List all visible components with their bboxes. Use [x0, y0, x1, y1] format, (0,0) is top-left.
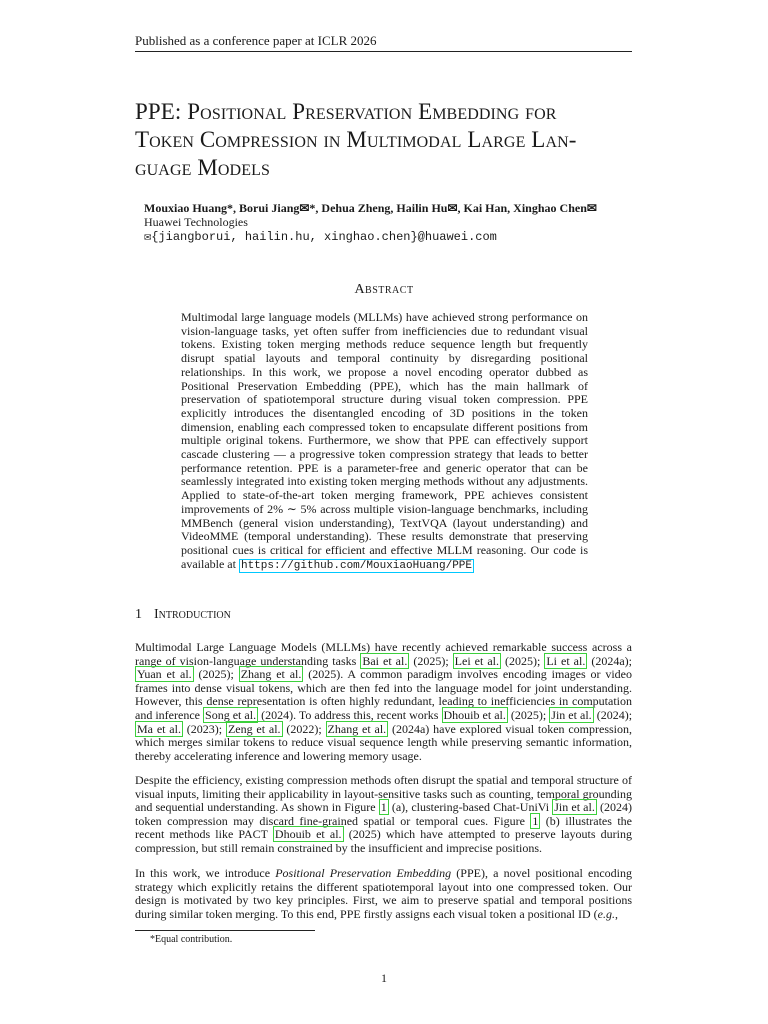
text-run: (2024a);	[587, 653, 633, 668]
text-run: In this work, we introduce	[135, 866, 276, 880]
text-run: (2025);	[193, 667, 239, 682]
emphasis-text: e.g.	[597, 906, 615, 921]
section-heading	[135, 607, 231, 623]
abstract-text: Multimodal large language models (MLLMs) have achieved strong performance on vision-language tasks, yet often suffer from inefficiencies due to redundant visual tokens. Existing token merging methods reduce sequence length but frequently disrupt spatial layouts and temporal continuity by disregarding positional relationships. In this work, we propose a novel encoding operator dubbed as Positional Preservation Embedding (PPE), which has the main hallmark of preservation of spatiotemporal structure during visual token compression. PPE explicitly introduces the disentangled encoding of 3D positions in the token dimension, enabling each compressed token to encapsulate different positions from multiple original tokens. Furthermore, we show that PPE can effectively support cascade clustering — a progressive token compression strategy that leads to better performance retention. PPE is a parameter-free and generic operator that can be seamlessly integrated into existing token merging methods without any adjustments. Applied to state-of-the-art token merging framework, PPE achieves consistent improvements of 2% ∼ 5% across multiple vision-language benchmarks, including MMBench (general vision understanding), TextVQA (layout understanding) and VideoMME (temporal understanding). These results demonstrate that preserving positional cues is critical for efficient and effective MLLM reasoning. Our code is available at	[181, 310, 588, 571]
text-run: (a), clustering-based Chat-UniVi	[388, 800, 553, 815]
citation-link[interactable]: Yuan et al.	[137, 667, 192, 682]
title-line: PPE: Positional Preservation Embedding for	[135, 99, 557, 124]
figure-ref-link[interactable]: 1	[532, 813, 539, 828]
citation-link[interactable]: Zhang et al.	[240, 667, 302, 682]
citation-link[interactable]: Dhouib et al.	[274, 827, 342, 842]
title-line: guage Models	[135, 155, 270, 180]
emphasis-text: Positional Preservation Embedding	[275, 866, 452, 880]
abstract-body	[181, 311, 588, 573]
citation-link[interactable]: Ma et al.	[137, 721, 181, 736]
affiliation: Huawei Technologies	[144, 215, 248, 229]
intro-paragraph-1	[135, 641, 632, 763]
text-run: (2024). To address this, recent works	[258, 707, 442, 722]
citation-link[interactable]: Li et al.	[546, 653, 586, 668]
page-number: 1	[381, 971, 387, 985]
title-line: Token Compression in Multimodal Large Lan-	[135, 127, 577, 152]
citation-link[interactable]: Lei et al.	[454, 653, 499, 668]
text-run: Despite the efficiency, existing compression methods often disrupt the spatial and temporal structure of visual inputs, limiting their applicability in layout-sensitive tasks such as counting, temporal grounding and sequential understanding. As shown in Figure	[135, 773, 632, 815]
paper-title	[135, 98, 635, 182]
text-run: ,	[615, 906, 618, 921]
text-run: (2025). A common paradigm involves encoding images or video frames into dense visual tokens, which are then fed into the language model for joint understanding. However, this dense representation is often highly redundant, leading to inefficiencies in computation and inference	[135, 667, 632, 722]
section-title: Introduction	[154, 607, 231, 622]
citation-link[interactable]: Dhouib et al.	[443, 707, 506, 722]
text-run: (2023);	[182, 721, 226, 736]
author-list: Mouxiao Huang*, Borui Jiang✉*, Dehua Zheng, Hailin Hu✉, Kai Han, Xinghao Chen✉	[144, 201, 597, 215]
header-rule	[135, 51, 632, 52]
footnote-rule	[135, 930, 315, 931]
citation-link[interactable]: Zeng et al.	[227, 721, 281, 736]
figure-ref-link[interactable]: 1	[380, 800, 387, 815]
text-run: (2025) which have attempted to preserve layouts during compression, but still remain constrained by the insufficient and imprecise positions.	[135, 827, 632, 855]
section-number: 1	[135, 607, 142, 622]
intro-paragraph-3	[135, 867, 632, 921]
text-run: (2024a) have explored visual token compression, which merges similar tokens to reduce visual sequence length while preserving semantic information, thereby accelerating inference and lowering memory usage.	[135, 721, 633, 763]
citation-link[interactable]: Zhang et al.	[327, 721, 387, 736]
text-run: (2022);	[282, 721, 326, 736]
text-run: (2024) token compression may discard fine-grained spatial or temporal cues. Figure	[135, 800, 633, 828]
citation-link[interactable]: Bai et al.	[362, 653, 408, 668]
text-run: (2024);	[593, 707, 633, 722]
text-run: (b) illustrates the recent methods like PACT	[135, 813, 633, 842]
text-run: Multimodal Large Language Models (MLLMs) have recently achieved remarkable success across a range of vision-language understanding tasks	[135, 640, 632, 668]
citation-link[interactable]: Jin et al.	[551, 707, 592, 722]
code-link[interactable]: https://github.com/MouxiaoHuang/PPE	[240, 559, 473, 572]
text-run: (2025);	[507, 707, 550, 722]
text-run: (PPE), a novel positional encoding strategy which explicitly retains the different spatiotemporal layout into one compressed token. Our design is motivated by two key principles. First, we aim to preserve spatial and temporal positions during similar token merging. To this end, PPE firstly assigns each visual token a positional ID (	[135, 866, 632, 921]
intro-paragraph-2	[135, 774, 632, 856]
running-header: Published as a conference paper at ICLR 2026	[135, 33, 377, 48]
author-emails[interactable]: ✉{jiangborui, hailin.hu, xinghao.chen}@huawei.com	[144, 230, 497, 244]
text-run: (2025);	[501, 653, 545, 668]
citation-link[interactable]: Song et al.	[205, 707, 257, 722]
text-run: (2025);	[409, 653, 453, 668]
footnote: *Equal contribution.	[150, 934, 233, 945]
abstract-heading: Abstract	[354, 282, 414, 297]
citation-link[interactable]: Jin et al.	[554, 800, 595, 815]
